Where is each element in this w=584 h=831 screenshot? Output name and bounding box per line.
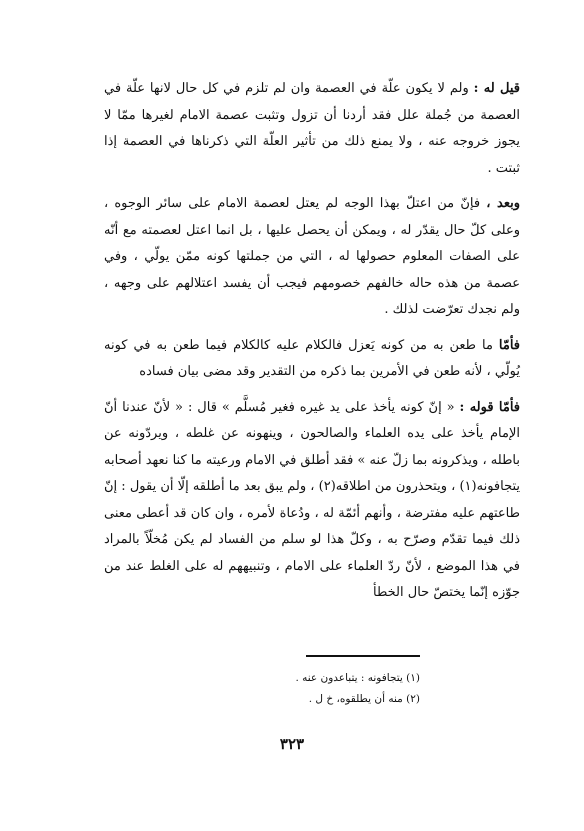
paragraph-2-text: فإنّ من اعتلّ بهذا الوجه لم يعتل لعصمة الامام على سائر الوجوه ، وعلى كلّ حال يقدّر له ، ويمكن أن يحصل عليها ، بل انما اعتل لعصمته مع أنّه على الصفات المعلوم حصولها له ، التي من جملتها كونه ممّن يولّي ، وفي عصمة من هذه حاله خالفهم خصومهم فيجب أن يفسد اعتلالهم على وجهه ، ولم نجدك تعرّضت لذلك .: [104, 196, 520, 317]
footnote-2: (٢) منه أن يطلقوه، خ ل .: [308, 693, 420, 705]
paragraph-3: [104, 333, 520, 386]
footnote-1: (١) يتجافونه : يتباعدون عنه .: [295, 672, 420, 684]
footnote-divider: [306, 655, 420, 657]
footnotes: [200, 668, 420, 710]
paragraph-4: [104, 395, 520, 607]
paragraph-1-lead: قيل له :: [473, 81, 520, 96]
paragraph-1: [104, 76, 520, 182]
paragraph-3-lead: فأمّا: [498, 337, 520, 353]
page-number: ٣٢٣: [279, 735, 305, 753]
paragraph-2-lead: وبعد ،: [486, 196, 520, 211]
paragraph-3-text: ما طعن به من كونه يَعزل فالكلام عليه كالكلام فيما طعن به في كونه يُولّي ، لأنه طعن في الأمرين بما ذكره من التقدير وقد مضى بيان فساده: [104, 337, 520, 379]
paragraph-4-lead: فأمّا قوله :: [459, 399, 520, 415]
paragraph-4-text: « إنّ كونه يأخذ على يد غيره فغير مُسلَّم » قال : « لأنّ عندنا أنّ الإمام يأخذ على يده العلماء والصالحون ، وينهونه عن غلطه ، ويردّونه عن باطله ، ويذكرونه بما زلّ عنه » فقد أطلق في الامام ورعيته ما كنا نعهد أصحابه يتجافونه(١) ، ويتحذرون من اطلاقه(٢) ، ولم يبق بعد ما أطلقه إلّا أن يقول : إنّ طاعتهم عليه مفترضة ، وأنهم أئمّة له ، ودُعاة لأمره ، وان كان قد أعطى معنى ذلك فيما تقدّم وصرّح به ، وكلّ هذا لو سلم من الفساد لم يكن مُخلّاً بالمراد في هذا الموضع ، لأنّ ردّ العلماء على الامام ، وتنبيههم له على الغلط عند من جوّزه إنّما يختصّ حال الخطأ: [104, 399, 521, 600]
paragraph-2: [104, 191, 520, 324]
body-text: [104, 76, 520, 616]
paragraph-1-text: ولم لا يكون علّة في العصمة وان لم تلزم في كل حال لانها علّة في العصمة من جُملة علل فقد أردنا أن تزول وتثبت عصمة الامام لغيرها ممّا لا يجوز خروجه عنه ، ولا يمنع ذلك من تأثير العلّة التي ذكرناها في العصمة إذا ثبتت .: [104, 81, 520, 176]
